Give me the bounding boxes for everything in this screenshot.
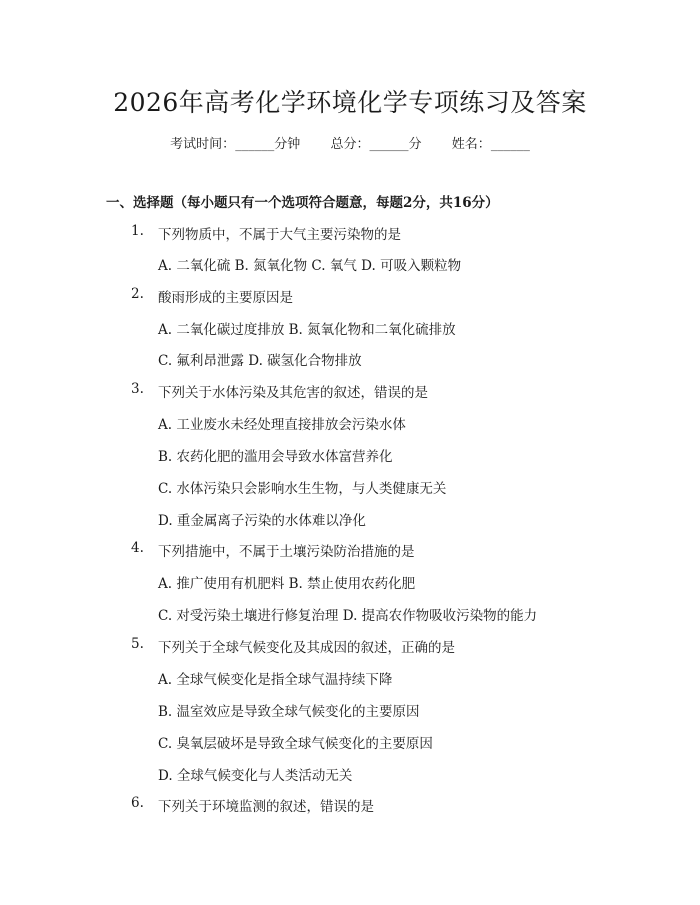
question-option: D. 重金属离子污染的水体难以净化 bbox=[158, 513, 366, 529]
question-options: A. 二氧化碳过度排放 B. 氮氧化物和二氧化硫排放 bbox=[158, 322, 456, 338]
question-text: 下列物质中，不属于大气主要污染物的是 bbox=[158, 227, 401, 243]
question-number: 3. bbox=[131, 381, 144, 397]
score-label: 总分： bbox=[330, 137, 370, 152]
name-blank: ______ bbox=[490, 137, 530, 152]
question-number: 2. bbox=[131, 286, 144, 302]
time-blank: ______ bbox=[235, 137, 275, 152]
question-number: 5. bbox=[131, 636, 144, 652]
score-blank: ______ bbox=[369, 137, 409, 152]
question-option: C. 臭氧层破坏是导致全球气候变化的主要原因 bbox=[158, 736, 433, 752]
question-option: A. 全球气候变化是指全球气温持续下降 bbox=[158, 672, 393, 688]
question-text: 下列关于全球气候变化及其成因的叙述，正确的是 bbox=[158, 640, 455, 656]
section-heading: 一、选择题（每小题只有一个选项符合题意，每题2分，共16分） bbox=[106, 195, 499, 211]
question-options: A. 推广使用有机肥料 B. 禁止使用农药化肥 bbox=[158, 576, 416, 592]
time-label: 考试时间： bbox=[170, 137, 236, 152]
question-text: 下列关于水体污染及其危害的叙述，错误的是 bbox=[158, 385, 428, 401]
time-unit: 分钟 bbox=[274, 137, 301, 152]
score-unit: 分 bbox=[408, 137, 422, 152]
question-option: B. 农药化肥的滥用会导致水体富营养化 bbox=[158, 449, 393, 465]
question-text: 酸雨形成的主要原因是 bbox=[158, 290, 293, 306]
question-number: 6. bbox=[131, 795, 144, 811]
name-label: 姓名： bbox=[451, 137, 491, 152]
question-option: C. 水体污染只会影响水生生物，与人类健康无关 bbox=[158, 481, 447, 497]
question-option: A. 工业废水未经处理直接排放会污染水体 bbox=[158, 417, 406, 433]
question-option: B. 温室效应是导致全球气候变化的主要原因 bbox=[158, 704, 420, 720]
question-number: 1. bbox=[131, 223, 144, 239]
question-options: C. 对受污染土壤进行修复治理 D. 提高农作物吸收污染物的能力 bbox=[158, 608, 538, 624]
page-title: 2026年高考化学环境化学专项练习及答案 bbox=[113, 88, 587, 117]
question-text: 下列措施中，不属于土壤污染防治措施的是 bbox=[158, 544, 415, 560]
question-options: A. 二氧化硫 B. 氮氧化物 C. 氧气 D. 可吸入颗粒物 bbox=[158, 258, 462, 274]
question-option: D. 全球气候变化与人类活动无关 bbox=[158, 768, 353, 784]
question-options: C. 氟利昂泄露 D. 碳氢化合物排放 bbox=[158, 353, 362, 369]
question-text: 下列关于环境监测的叙述，错误的是 bbox=[158, 799, 374, 815]
exam-info-line bbox=[0, 133, 700, 152]
question-number: 4. bbox=[131, 540, 144, 556]
